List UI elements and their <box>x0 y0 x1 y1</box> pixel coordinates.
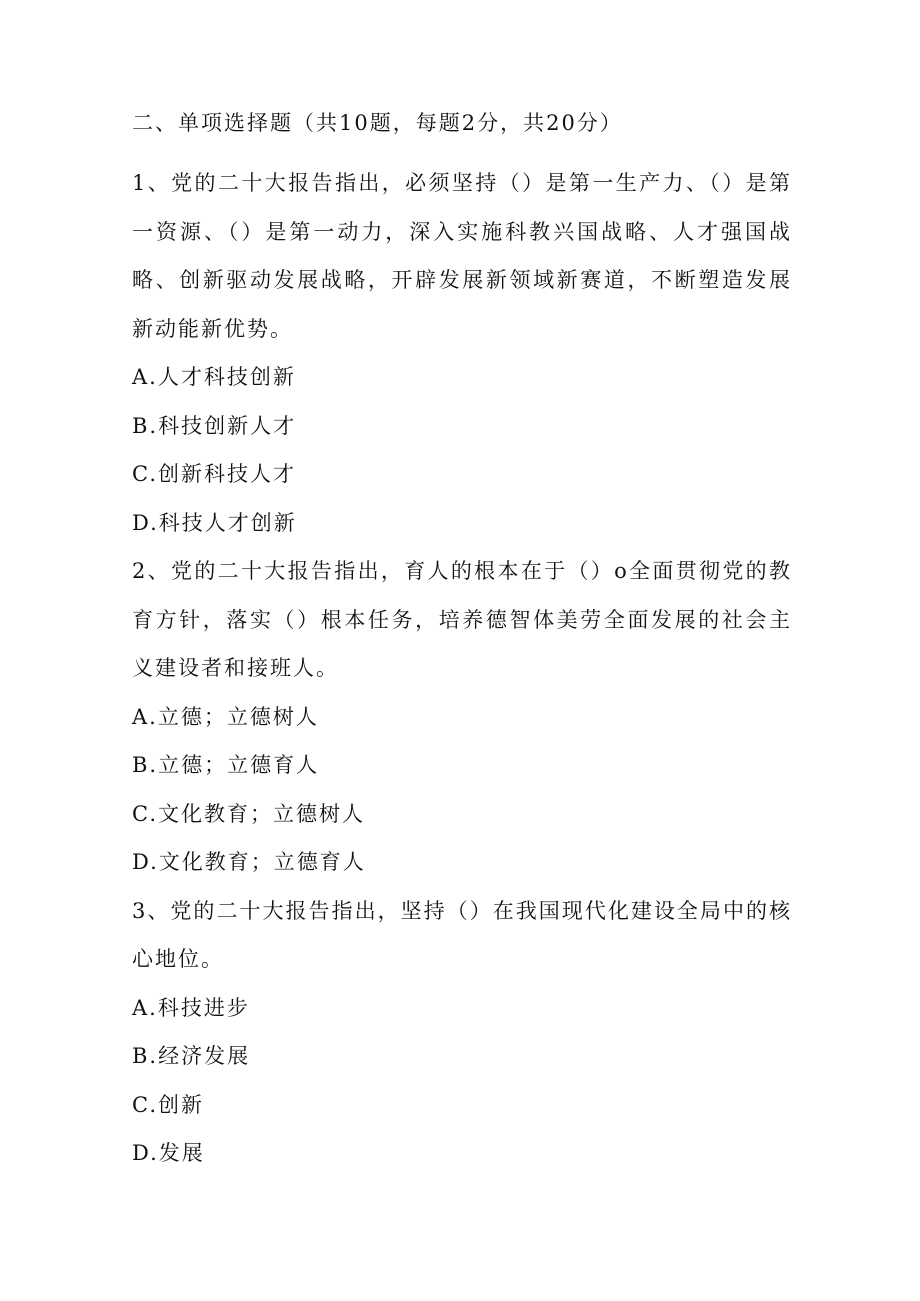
question-2 <box>132 547 792 887</box>
question-1-option-a: A.人才科技创新 <box>132 365 296 389</box>
question-2-option-b: B.立德；立德育人 <box>132 753 320 777</box>
question-1-option-b: B.科技创新人才 <box>132 413 297 438</box>
question-2-text: 2、党的二十大报告指出，育人的根本在于（）o全面贯彻党的教育方针，落实（）根本任务，培养德智体美劳全面发展的社会主义建设者和接班人。 <box>132 559 792 680</box>
document-page <box>132 111 792 1178</box>
question-3-text: 3、党的二十大报告指出，坚持（）在我国现代化建设全局中的核心地位。 <box>132 898 792 971</box>
question-1-option-d: D.科技人才创新 <box>132 510 297 535</box>
question-2-option-d: D.文化教育；立德育人 <box>132 850 366 874</box>
question-2-option-a: A.立德；立德树人 <box>132 704 319 729</box>
question-2-option-c: C.文化教育；立德树人 <box>132 801 365 826</box>
question-3-option-b: B.经济发展 <box>132 1044 251 1068</box>
question-1-text: 1、党的二十大报告指出，必须坚持（）是第一生产力、（）是第一资源、（）是第一动力，深入实施科教兴国战略、人才强国战略、创新驱动发展战略，开辟发展新领域新赛道，不断塑造发展新动能新优势。 <box>132 171 792 341</box>
section-title: 二、单项选择题（共10题，每题2分，共20分） <box>132 111 623 135</box>
question-1-option-c: C.创新科技人才 <box>132 462 296 486</box>
question-3-option-d: D.发展 <box>132 1141 205 1165</box>
question-3 <box>132 887 792 1178</box>
question-3-option-c: C.创新 <box>132 1092 204 1117</box>
question-3-option-a: A.科技进步 <box>132 995 250 1020</box>
question-1 <box>132 159 792 547</box>
